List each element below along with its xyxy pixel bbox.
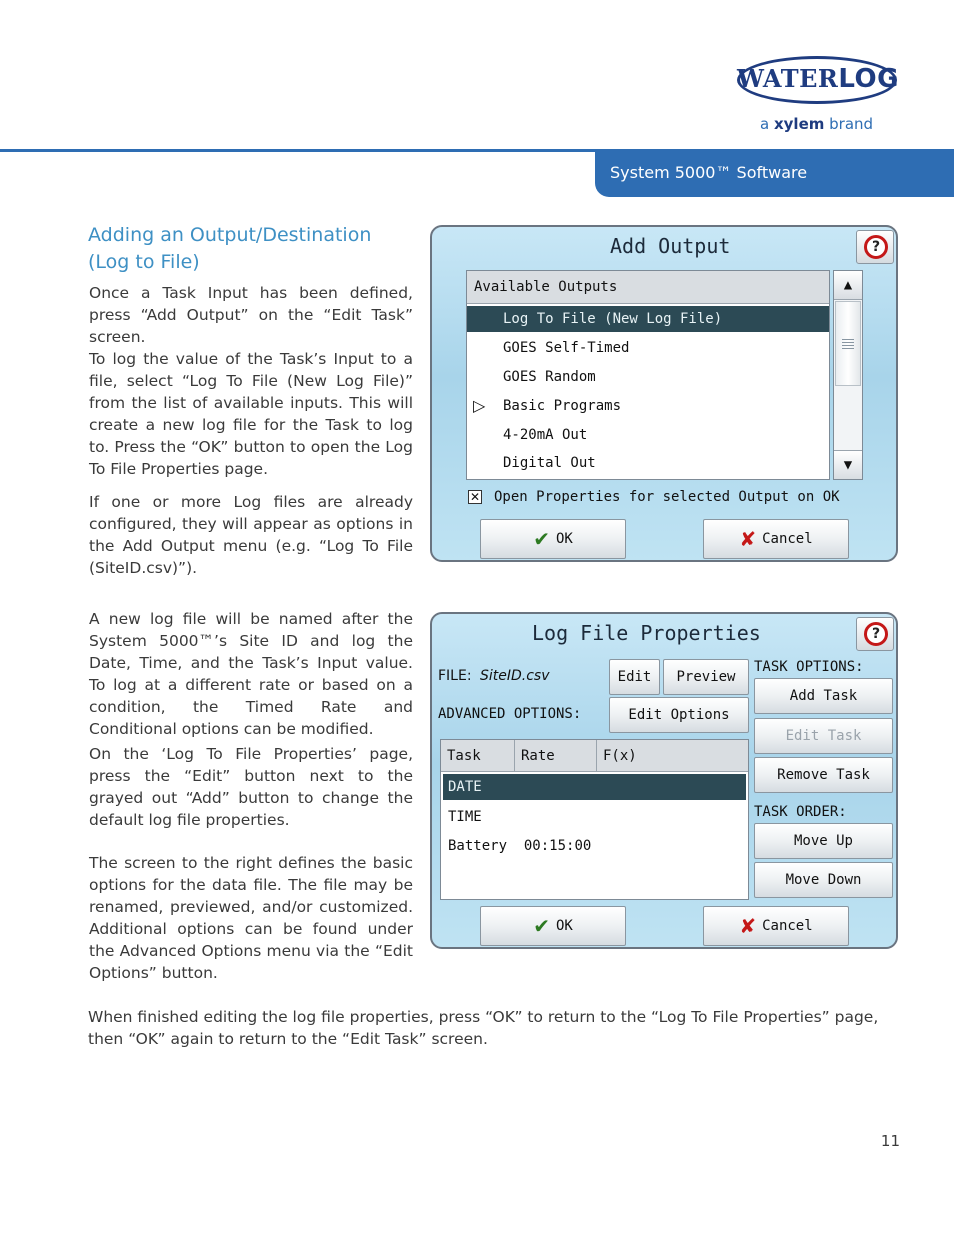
waterlog-logo: WATERLOG: [737, 64, 899, 94]
section-title: Adding an Output/Destination (Log to File): [88, 224, 372, 273]
list-item[interactable]: ▷ Basic Programs: [467, 393, 829, 419]
edit-file-button[interactable]: Edit: [609, 659, 660, 695]
column-header-task: Task: [441, 740, 515, 772]
task-options-label: TASK OPTIONS:: [754, 659, 864, 675]
file-name: SiteID.csv: [479, 668, 550, 684]
help-icon: ?: [864, 235, 888, 259]
paragraph-6: The screen to the right defines the basic options for the data file. The file may be renamed, previewed, and/or customized. Additional options can be found under the Advanced Options menu via the “Edit Options” button.: [89, 854, 413, 982]
paragraph-5: On the ‘Log To File Properties’ page, press the “Edit” button next to the grayed out “Add” button to change the default log file properties.: [89, 745, 413, 829]
move-down-button[interactable]: Move Down: [754, 862, 893, 898]
section-tab: System 5000™ Software: [595, 150, 954, 197]
checkmark-icon: ✔: [533, 527, 550, 551]
remove-task-button[interactable]: Remove Task: [754, 757, 893, 793]
screen-title: Log File Properties: [532, 621, 761, 645]
paragraph-2: To log the value of the Task’s Input to a file, select “Log To File (New Log File)” from the list of available inputs. This will create a new log file for the Task to log to. Press the “OK” button to open the Log To File Properties page.: [89, 350, 413, 478]
table-row[interactable]: DATE: [443, 774, 746, 800]
screen-title: Add Output: [610, 234, 731, 258]
move-up-button[interactable]: Move Up: [754, 823, 893, 859]
edit-task-button[interactable]: Edit Task: [754, 718, 893, 754]
cancel-x-icon: ✘: [739, 527, 757, 551]
xylem-tagline: a xylem brand: [760, 115, 874, 133]
help-button[interactable]: [856, 617, 894, 651]
add-output-screen: [430, 225, 898, 562]
outputs-list: [466, 270, 830, 480]
file-row: [438, 668, 550, 684]
file-label: FILE:: [438, 668, 472, 684]
checkbox-label: Open Properties for selected Output on OK: [494, 489, 840, 505]
list-item[interactable]: Log To File (New Log File): [467, 306, 829, 332]
cancel-x-icon: ✘: [739, 914, 757, 938]
log-file-properties-screen: [430, 612, 898, 949]
help-icon: ?: [864, 622, 888, 646]
list-header: Available Outputs: [467, 271, 829, 304]
scroll-thumb[interactable]: [835, 301, 861, 386]
ok-button[interactable]: ✔ OK: [480, 519, 626, 559]
paragraph-7: When finished editing the log file properties, press “OK” to return to the “Log To File Properties” page, then “OK” again to return to the “Edit Task” screen.: [88, 1008, 879, 1048]
preview-button[interactable]: Preview: [663, 659, 749, 695]
scrollbar[interactable]: [833, 270, 863, 480]
list-item[interactable]: 4-20mA Out: [503, 427, 588, 443]
add-task-button[interactable]: Add Task: [754, 678, 893, 714]
cancel-button[interactable]: ✘ Cancel: [703, 906, 849, 946]
submenu-arrow-icon: ▷: [473, 396, 486, 415]
scroll-down-icon[interactable]: ▼: [834, 450, 862, 479]
paragraph-1: Once a Task Input has been defined, press “Add Output” on the “Edit Task” screen.: [89, 284, 413, 346]
paragraph-3: If one or more Log files are already configured, they will appear as options in the Add Output menu (e.g. “Log To File (SiteID.csv)”).: [89, 493, 413, 577]
list-item[interactable]: GOES Self-Timed: [503, 340, 630, 356]
task-table: [440, 739, 749, 900]
list-item[interactable]: GOES Random: [503, 369, 596, 385]
scroll-up-icon[interactable]: ▲: [834, 271, 862, 300]
edit-options-button[interactable]: Edit Options: [609, 697, 749, 733]
open-properties-checkbox[interactable]: ✕: [469, 490, 481, 504]
column-header-fx: F(x): [597, 740, 748, 772]
table-row[interactable]: Battery 00:15:00: [448, 838, 592, 854]
paragraph-4: A new log file will be named after the System 5000™’s Site ID and log the Date, Time, and the Task’s Input value. To log at a different rate or based on a condition, the Timed Rate and Conditional options can be modified.: [89, 610, 413, 738]
ok-button[interactable]: ✔ OK: [480, 906, 626, 946]
cancel-button[interactable]: ✘ Cancel: [703, 519, 849, 559]
task-order-label: TASK ORDER:: [754, 804, 847, 820]
help-button[interactable]: [856, 230, 894, 264]
list-item[interactable]: Digital Out: [503, 455, 596, 471]
checkmark-icon: ✔: [533, 914, 550, 938]
table-row[interactable]: TIME: [448, 809, 482, 825]
page-number: 11: [880, 1132, 900, 1150]
column-header-rate: Rate: [515, 740, 597, 772]
advanced-options-label: ADVANCED OPTIONS:: [438, 706, 582, 722]
